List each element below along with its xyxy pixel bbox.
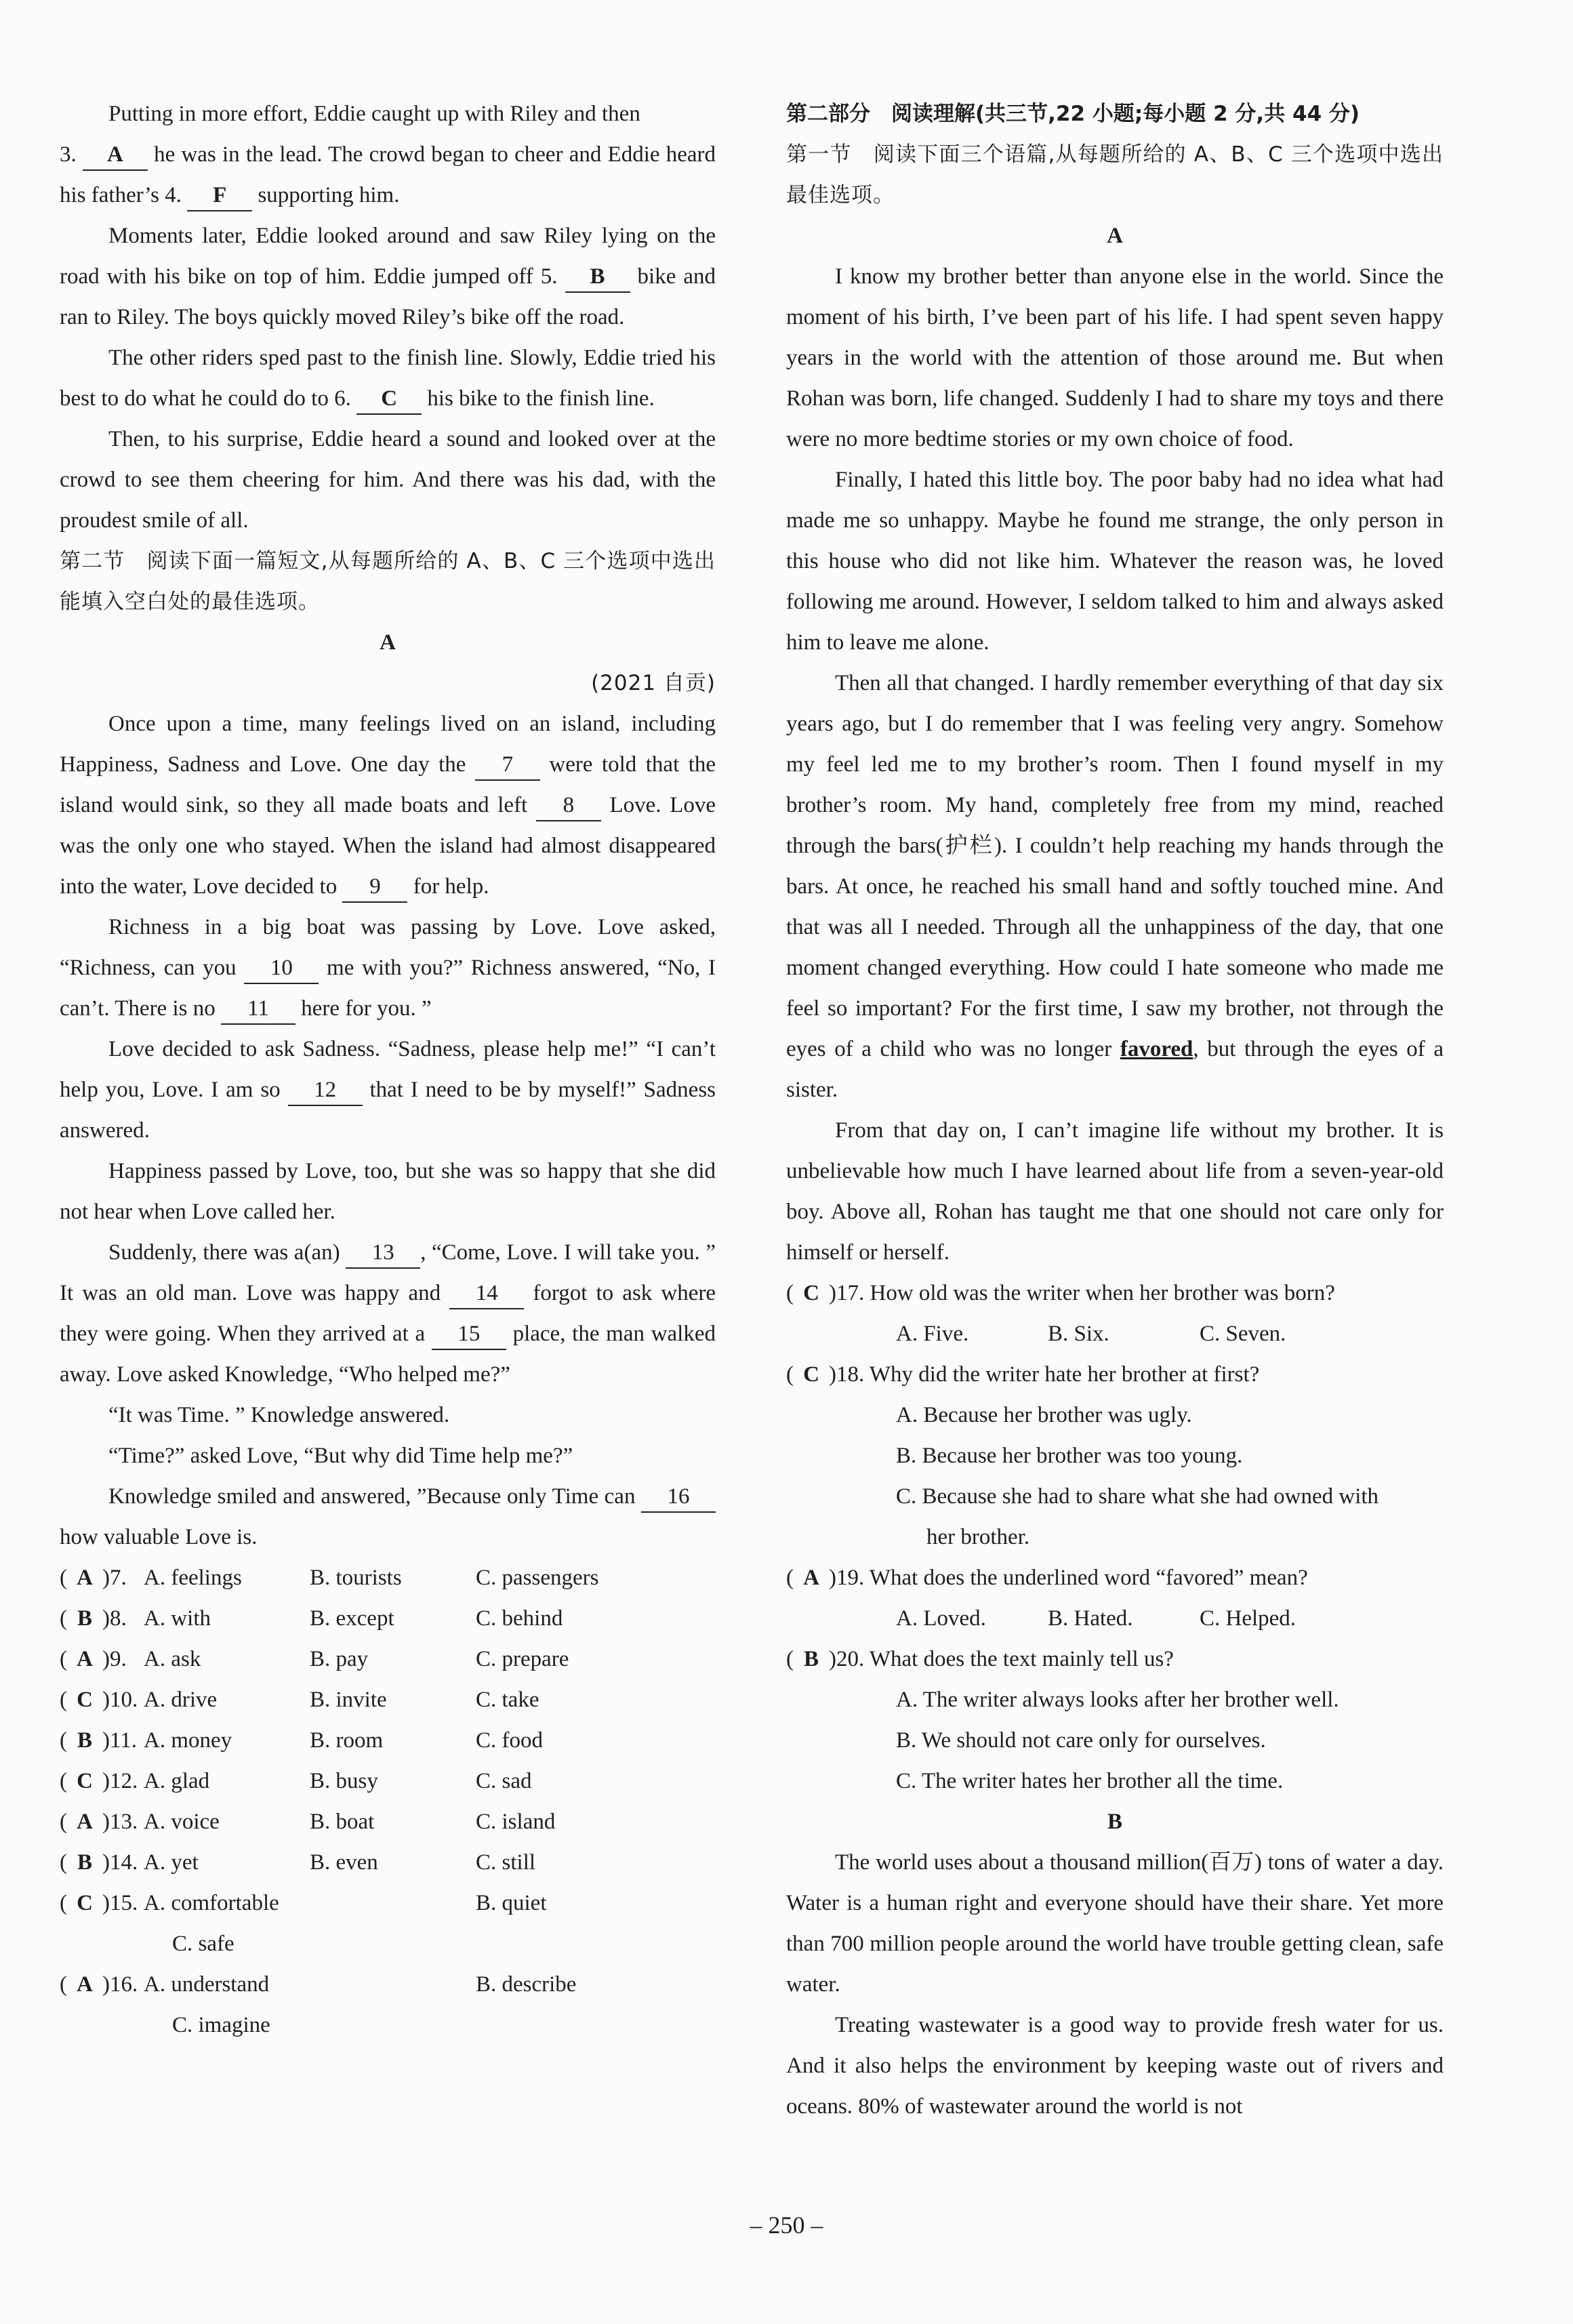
option-row: ( B )11. A. money B. room C. food — [60, 1720, 716, 1761]
answer-letter: A — [77, 1972, 93, 1997]
question-20: ( B )20. What does the text mainly tell us? — [786, 1639, 1444, 1679]
paragraph: Suddenly, there was a(an) 13 , “Come, Love. I will take you. ” It was an old man. Love was happy and 14 forgot to ask where they were going. When they arrived at a 15 place, the man walked away. Love asked Knowledge, “Who helped me?” — [60, 1232, 716, 1395]
choice-a: A. Because her brother was ugly. — [896, 1403, 1192, 1427]
choice-row: A. Five. B. Six. C. Seven. — [896, 1322, 1286, 1346]
underlined-word: favored — [1120, 1037, 1193, 1061]
question-17: ( C )17. How old was the writer when her brother was born? — [786, 1273, 1444, 1313]
paragraph: Richness in a big boat was passing by Love. Love asked, “Richness, can you 10 me with you?” Richness answered, “No, I can’t. There is no 11 here for you. ” — [60, 907, 716, 1029]
option-a: A. comfortable — [144, 1891, 279, 1915]
option-b: B. describe — [476, 1972, 577, 1997]
paragraph: Love decided to ask Sadness. “Sadness, please help me!” “I can’t help you, Love. I am so 12 that I need to be by myself!” Sadness answered. — [60, 1037, 716, 1143]
option-b: B. even — [310, 1850, 378, 1875]
option-b: B. invite — [310, 1688, 387, 1712]
option-row: ( B )14. A. yet B. even C. still — [60, 1842, 716, 1883]
option-c: C. passengers — [476, 1566, 599, 1590]
blank-number: 8 — [536, 790, 601, 821]
choice-a: A. The writer always looks after her brother well. — [896, 1688, 1339, 1712]
option-c: C. take — [476, 1688, 539, 1712]
answer-letter: B — [77, 1728, 92, 1753]
option-b: B. busy — [310, 1769, 378, 1793]
paragraph: From that day on, I can’t imagine life without my brother. It is unbelievable how much I have learned about life from a seven-year-old boy. Above all, Rohan has taught me that one should not care only for himself or herself. — [786, 1118, 1444, 1265]
question-18: ( C )18. Why did the writer hate her brother at first? — [786, 1354, 1444, 1395]
option-row: ( A )13. A. voice B. boat C. island — [60, 1801, 716, 1842]
option-c: C. still — [476, 1850, 536, 1875]
option-a: A. understand — [144, 1972, 270, 1997]
answer-letter: A — [77, 1810, 93, 1834]
option-b: B. quiet — [476, 1891, 547, 1915]
option-b: B. pay — [310, 1647, 369, 1671]
option-c: C. prepare — [476, 1647, 569, 1671]
answer-blank: A — [83, 140, 148, 171]
passage-label: A — [380, 630, 396, 655]
blank-number: 12 — [288, 1075, 363, 1106]
blank-number: 9 — [342, 872, 407, 903]
option-c: C. behind — [476, 1606, 563, 1631]
passage-label: B — [1107, 1810, 1122, 1834]
choice-c: C. Because she had to share what she had owned with — [896, 1484, 1379, 1509]
answer-blank: F — [187, 180, 252, 211]
page-number: – 250 – — [750, 2211, 823, 2239]
blank-number: 14 — [449, 1278, 524, 1309]
option-a: A. money — [144, 1728, 232, 1753]
paragraph: Moments later, Eddie looked around and saw Riley lying on the road with his bike on top of him. Eddie jumped off 5. B bike and ran to Riley. The boys quickly moved Riley’s bike off the road. — [60, 224, 716, 329]
section-title: 第一节 阅读下面三个语篇,从每题所给的 A、B、C 三个选项中选出最佳选项。 — [786, 142, 1444, 207]
answer-letter: C — [77, 1769, 93, 1793]
answer-blank: C — [356, 384, 422, 415]
left-column — [60, 94, 716, 2045]
option-c: C. sad — [476, 1769, 532, 1793]
option-b: B. boat — [310, 1810, 375, 1834]
part-title: 第二部分 阅读理解(共三节,22 小题;每小题 2 分,共 44 分) — [786, 102, 1360, 126]
option-row: ( C )12. A. glad B. busy C. sad — [60, 1761, 716, 1801]
answer-letter: B — [803, 1647, 819, 1671]
paragraph: “It was Time. ” Knowledge answered. — [108, 1403, 450, 1427]
option-c: C. island — [476, 1810, 556, 1834]
paragraph: Knowledge smiled and answered, ”Because only Time can 16 how valuable Love is. — [60, 1476, 716, 1557]
paragraph: Then, to his surprise, Eddie heard a sound and looked over at the crowd to see them cheering for him. And there was his dad, with the proudest smile of all. — [60, 427, 716, 533]
blank-number: 15 — [432, 1319, 506, 1350]
paragraph: Happiness passed by Love, too, but she was so happy that she did not hear when Love called her. — [60, 1159, 716, 1224]
option-row: ( B )8. A. with B. except C. behind — [60, 1598, 716, 1639]
question-19: ( A )19. What does the underlined word “favored” mean? — [786, 1557, 1444, 1598]
answer-letter: B — [77, 1850, 92, 1875]
option-a: A. ask — [144, 1647, 201, 1671]
option-a: A. feelings — [144, 1566, 242, 1590]
option-row: ( A )7. A. feelings B. tourists C. passengers — [60, 1557, 716, 1598]
answer-letter: B — [77, 1606, 92, 1631]
paragraph: Then all that changed. I hardly remember everything of that day six years ago, but I do remember that I was feeling very angry. Somehow my feel led me to my brother’s room. Then I found myself in my brother’s room. My hand, completely free from my mind, reached through the bars(护栏). I couldn’t help reaching my hands through the bars. At once, he reached his small hand and softly touched mine. And that was all I needed. Through all the unhappiness of the day, that one moment changed everything. How could I hate someone who made me feel so important? For the first time, I saw my brother, not through the eyes of a child who was no longer favored, but through the eyes of a sister. — [786, 671, 1444, 1102]
blank-number: 16 — [641, 1482, 716, 1513]
choice-b: B. We should not care only for ourselves. — [896, 1728, 1266, 1753]
answer-letter: A — [803, 1566, 819, 1590]
choice-b: B. Because her brother was too young. — [896, 1444, 1243, 1468]
option-row: ( C )10. A. drive B. invite C. take — [60, 1679, 716, 1720]
answer-letter: A — [77, 1647, 93, 1671]
paragraph: “Time?” asked Love, “But why did Time help me?” — [108, 1444, 573, 1468]
option-b: B. except — [310, 1606, 394, 1631]
section-title: 第二节 阅读下面一篇短文,从每题所给的 A、B、C 三个选项中选出能填入空白处的最佳选项。 — [60, 549, 716, 614]
source-note: (2021 自贡) — [591, 671, 716, 695]
option-a: A. yet — [144, 1850, 199, 1875]
paragraph: The world uses about a thousand million(百万) tons of water a day. Water is a human right and everyone should have their share. Yet more than 700 million people around the world have trouble getting clean, safe water. — [786, 1850, 1444, 1997]
option-a: A. voice — [144, 1810, 220, 1834]
option-a: A. with — [144, 1606, 211, 1631]
option-b: B. room — [310, 1728, 384, 1753]
blank-number: 10 — [244, 953, 319, 984]
option-list — [60, 1557, 716, 1883]
answer-letter: C — [803, 1281, 819, 1305]
option-b: B. tourists — [310, 1566, 402, 1590]
answer-letter: A — [77, 1566, 93, 1590]
answer-letter: C — [77, 1891, 93, 1915]
option-row: ( C )15. A. comfortable B. quiet — [60, 1883, 716, 1923]
choice-c: C. The writer hates her brother all the time. — [896, 1769, 1284, 1793]
paragraph: Finally, I hated this little boy. The poor baby had no idea what had made me so unhappy. Maybe he found me strange, the only person in this house who did not like him. Whatever the reason was, he loved following me around. However, I seldom talked to him and always asked him to leave me alone. — [786, 468, 1444, 655]
option-c: C. safe — [172, 1932, 234, 1956]
choice-c-continued: her brother. — [926, 1525, 1030, 1549]
choice-row: A. Loved. B. Hated. C. Helped. — [896, 1606, 1296, 1631]
option-c: C. imagine — [172, 2013, 270, 2037]
option-row: ( A )16. A. understand B. describe — [60, 1964, 716, 2005]
right-column — [786, 94, 1444, 2127]
blank-number: 13 — [346, 1238, 420, 1269]
paragraph: Putting in more effort, Eddie caught up with Riley and then 3. A he was in the lead. The crowd began to cheer and Eddie heard his father’s 4. F supporting him. — [60, 94, 716, 216]
paragraph: Treating wastewater is a good way to provide fresh water for us. And it also helps the environment by keeping waste out of rivers and oceans. 80% of wastewater around the world is not — [786, 2013, 1444, 2119]
option-row: ( A )9. A. ask B. pay C. prepare — [60, 1639, 716, 1679]
option-a: A. drive — [144, 1688, 218, 1712]
paragraph: Once upon a time, many feelings lived on an island, including Happiness, Sadness and Love. One day the 7 were told that the island would sink, so they all made boats and left 8 Love. Love was the only one who stayed. When the island had almost disappeared into the water, Love decided to 9 for help. — [60, 704, 716, 907]
blank-number: 11 — [221, 994, 295, 1025]
answer-letter: C — [803, 1362, 819, 1387]
passage-label: A — [1107, 224, 1123, 248]
answer-blank: B — [565, 262, 630, 293]
option-a: A. glad — [144, 1769, 210, 1793]
answer-letter: C — [77, 1688, 93, 1712]
option-c: C. food — [476, 1728, 543, 1753]
paragraph: I know my brother better than anyone else in the world. Since the moment of his birth, I’ve been part of his life. I had spent seven happy years in the world with the attention of those around me. But when Rohan was born, life changed. Suddenly I had to share my toys and there were no more bedtime stories or my own choice of food. — [786, 264, 1444, 451]
blank-number: 7 — [475, 750, 540, 781]
paragraph: The other riders sped past to the finish line. Slowly, Eddie tried his best to do what he could do to 6. C his bike to the finish line. — [60, 338, 716, 419]
